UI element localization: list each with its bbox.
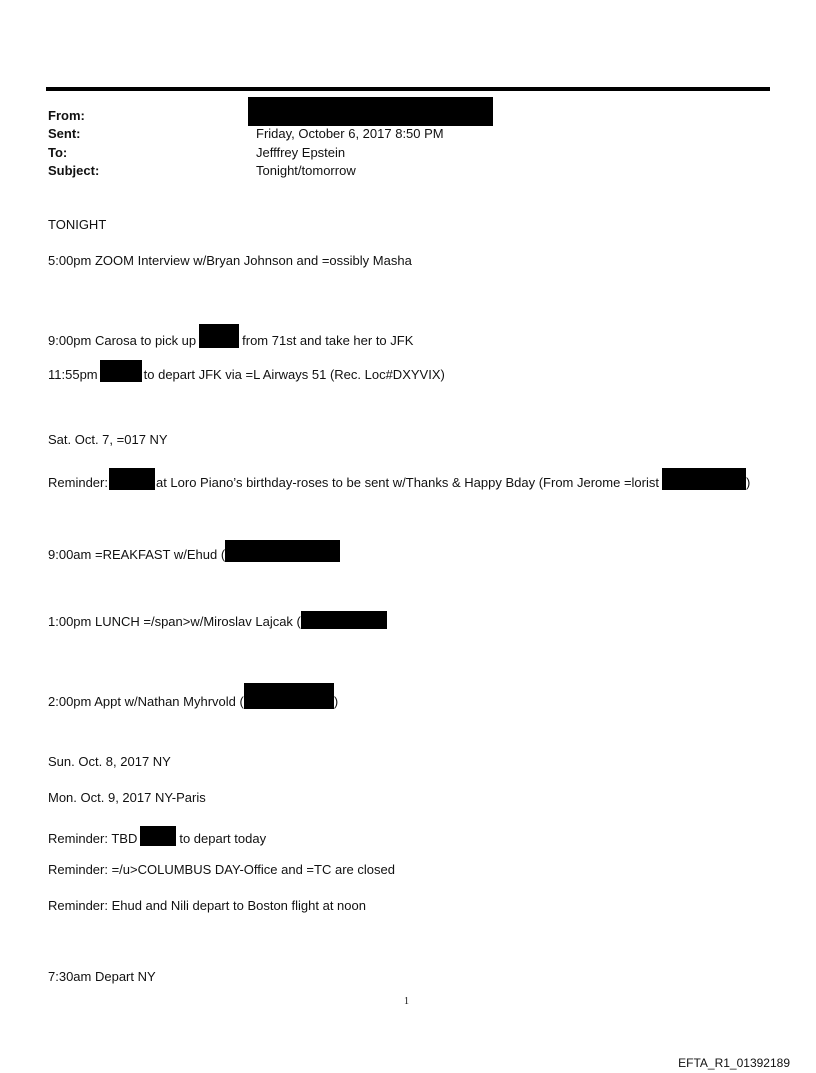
header-rule bbox=[46, 87, 770, 91]
lunch-text: 1:00pm LUNCH =/span>w/Miroslav Lajcak ( bbox=[48, 614, 301, 629]
subject-label: Subject: bbox=[48, 163, 100, 178]
lunch-line bbox=[48, 611, 387, 629]
reminder-columbus-line: Reminder: =/u>COLUMBUS DAY-Office and =TC are closed bbox=[48, 862, 395, 877]
flight-text-b: to depart JFK via =L Airways 51 (Rec. Loc#DXYVIX) bbox=[143, 367, 445, 382]
from-label: From: bbox=[48, 108, 85, 123]
depart-line: 7:30am Depart NY bbox=[48, 969, 156, 984]
page-number: 1 bbox=[404, 996, 409, 1007]
reminder-ehud-line: Reminder: Ehud and Nili depart to Boston flight at noon bbox=[48, 898, 366, 913]
appt-paren-close: ) bbox=[333, 694, 339, 709]
mon-heading: Mon. Oct. 9, 2017 NY-Paris bbox=[48, 790, 206, 805]
redaction bbox=[244, 683, 334, 709]
reminder-roses-line bbox=[48, 468, 750, 490]
document-id: EFTA_R1_01392189 bbox=[678, 1056, 790, 1070]
sun-heading: Sun. Oct. 8, 2017 NY bbox=[48, 754, 171, 769]
redaction bbox=[140, 826, 176, 846]
flight-line bbox=[48, 360, 445, 382]
appt-text-a: 2:00pm Appt w/Nathan Myhrvold bbox=[48, 694, 236, 709]
tonight-heading: TONIGHT bbox=[48, 217, 107, 232]
appt-line bbox=[48, 683, 338, 709]
reminder-text-c: ) bbox=[745, 475, 751, 490]
to-label: To: bbox=[48, 145, 68, 160]
sat-heading: Sat. Oct. 7, =017 NY bbox=[48, 432, 168, 447]
redaction bbox=[301, 611, 387, 629]
reminder-text-a: Reminder: bbox=[48, 475, 108, 490]
subject-value: Tonight/tomorrow bbox=[256, 163, 356, 178]
carosa-text-a: 9:00pm Carosa to pick up bbox=[48, 333, 197, 348]
redaction bbox=[100, 360, 142, 382]
carosa-text-b: from 71st and take her to JFK bbox=[242, 333, 414, 348]
appt-paren-open: ( bbox=[239, 694, 244, 709]
reminder-tbd-line bbox=[48, 826, 266, 846]
redaction bbox=[225, 540, 340, 562]
sent-value: Friday, October 6, 2017 8:50 PM bbox=[256, 126, 444, 141]
reminder-text-b: at Loro Piano’s birthday-roses to be sent w/Thanks & Happy Bday (From Jerome =lorist bbox=[155, 475, 659, 490]
tbd-text-b: to depart today bbox=[179, 831, 267, 846]
zoom-line: 5:00pm ZOOM Interview w/Bryan Johnson and =ossibly Masha bbox=[48, 253, 412, 268]
to-value: Jefffrey Epstein bbox=[256, 145, 346, 160]
sent-label: Sent: bbox=[48, 126, 81, 141]
breakfast-line bbox=[48, 540, 340, 562]
redaction-from bbox=[248, 97, 493, 126]
breakfast-text: 9:00am =REAKFAST w/Ehud ( bbox=[48, 547, 226, 562]
carosa-line bbox=[48, 324, 413, 348]
redaction bbox=[199, 324, 239, 348]
flight-text-a: 11:55pm bbox=[48, 367, 98, 382]
redaction bbox=[662, 468, 746, 490]
redaction bbox=[109, 468, 155, 490]
tbd-text-a: Reminder: TBD bbox=[48, 831, 138, 846]
